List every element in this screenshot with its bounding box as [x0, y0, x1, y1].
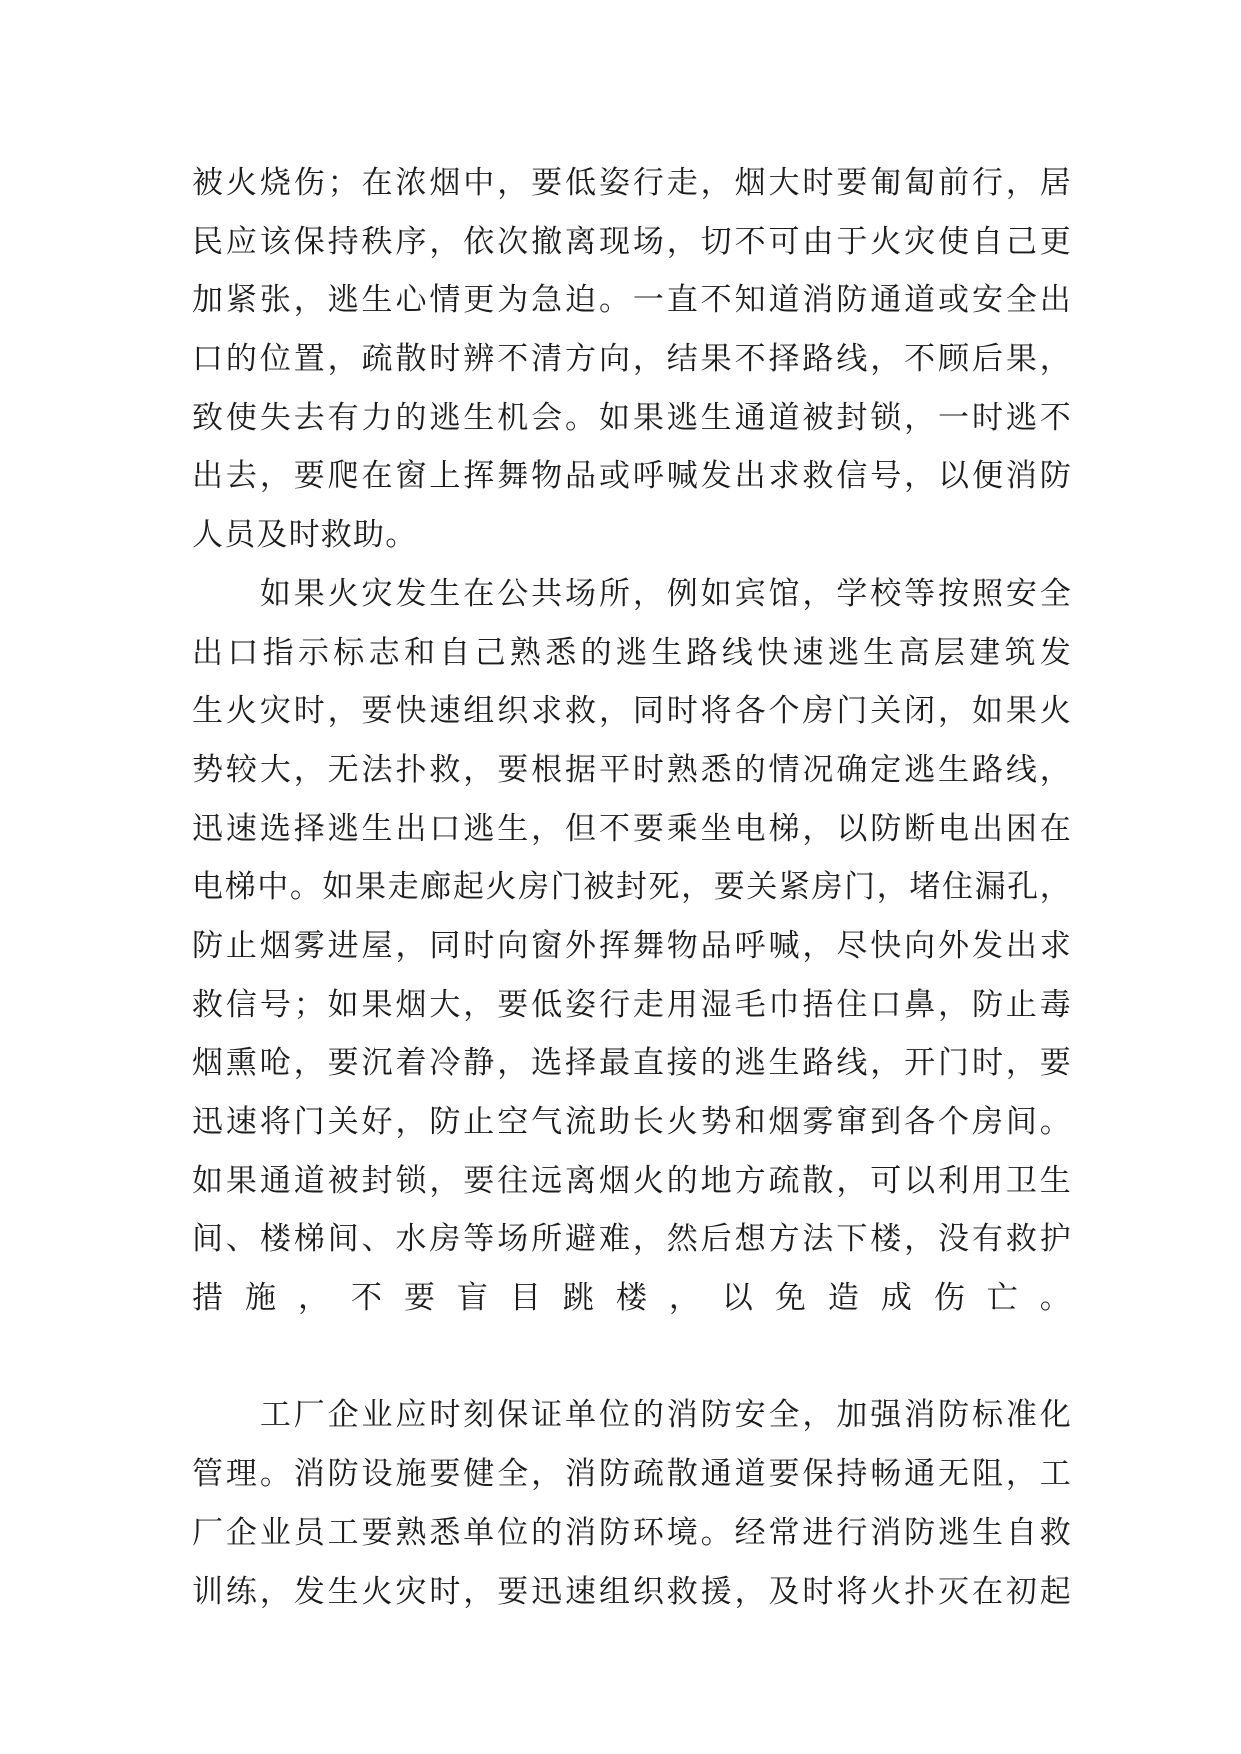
text-line: 防止烟雾进屋，同时向窗外挥舞物品呼喊，尽快向外发出求 [192, 927, 1072, 964]
text-line: 人员及时救助。 [192, 517, 418, 554]
text-line: 如果通道被封锁，要往远离烟火的地方疏散，可以利用卫生 [192, 1162, 1072, 1199]
text-line: 如果火灾发生在公共场所，例如宾馆，学校等按照安全 [192, 575, 1072, 612]
text-line: 口的位置，疏散时辨不清方向，结果不择路线，不顾后果， [192, 341, 1072, 378]
text-line: 民应该保持秩序，依次撤离现场，切不可由于火灾使自己更 [192, 223, 1072, 260]
text-line: 电梯中。如果走廊起火房门被封死，要关紧房门，堵住漏孔， [192, 869, 1072, 906]
text-line: 迅速选择逃生出口逃生，但不要乘坐电梯，以防断电出困在 [192, 810, 1072, 847]
text-line: 救信号；如果烟大，要低姿行走用湿毛巾捂住口鼻，防止毒 [192, 986, 1072, 1023]
text-line: 加紧张，逃生心情更为急迫。一直不知道消防通道或安全出 [192, 282, 1072, 319]
text-line: 厂企业员工要熟悉单位的消防环境。经常进行消防逃生自救 [192, 1514, 1072, 1551]
paragraph-2 [192, 565, 1072, 1387]
text-line: 管理。消防设施要健全，消防疏散通道要保持畅通无阻，工 [192, 1456, 1072, 1493]
text-line: 措施，不要盲目跳楼，以免造成伤亡。 [192, 1280, 1072, 1317]
text-line: 出去，要爬在窗上挥舞物品或呼喊发出求救信号，以便消防 [192, 458, 1072, 495]
text-line: 出口指示标志和自己熟悉的逃生路线快速逃生高层建筑发 [192, 634, 1072, 671]
text-line: 训练，发生火灾时，要迅速组织救援，及时将火扑灭在初起 [192, 1573, 1072, 1610]
text-line: 生火灾时，要快速组织求救，同时将各个房门关闭，如果火 [192, 693, 1072, 730]
text-line: 势较大，无法扑救，要根据平时熟悉的情况确定逃生路线， [192, 751, 1072, 788]
text-line: 烟熏呛，要沉着冷静，选择最直接的逃生路线，开门时，要 [192, 1045, 1072, 1082]
text-line [192, 1328, 1072, 1387]
text-line: 致使失去有力的逃生机会。如果逃生通道被封锁，一时逃不 [192, 399, 1072, 436]
text-line: 被火烧伤；在浓烟中，要低姿行走，烟大时要匍匐前行，居 [192, 165, 1072, 201]
text-line: 间、楼梯间、水房等场所避难，然后想方法下楼，没有救护 [192, 1221, 1072, 1258]
text-line: 迅速将门关好，防止空气流助长火势和烟雾窜到各个房间。 [192, 1104, 1072, 1140]
paragraph-1 [192, 154, 1072, 565]
paragraph-3 [192, 1386, 1072, 1621]
body-text [192, 154, 1072, 1621]
text-line: 工厂企业应时刻保证单位的消防安全，加强消防标准化 [192, 1397, 1072, 1434]
